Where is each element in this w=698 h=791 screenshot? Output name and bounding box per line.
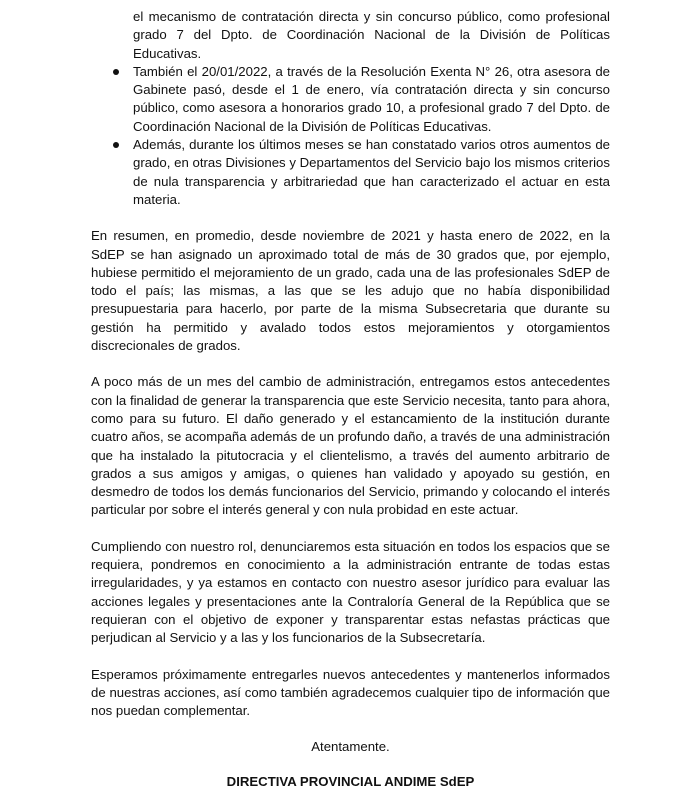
paragraph-summary: En resumen, en promedio, desde noviembre de 2021 y hasta enero de 2022, en la SdEP se han asignado un aproximado total de más de 30 grados que, por ejemplo, hubiese permitido el mejoramiento de un grado, cada una de las profesionales SdEP de todo el país; las mismas, a las que se les adujo que no había disponibilidad presupuestaria para hacerlo, por parte de la misma Subsecretaria que durante su gestión ha permitido y avalado todos estos mejoramientos y otorgamientos discrecionales de grados. xyxy=(91,228,610,354)
paragraph-administration-change: A poco más de un mes del cambio de administración, entregamos estos antecedentes con la finalidad de generar la transparencia que este Servicio necesita, tanto para ahora, como para su futuro. El daño generado y el estancamiento de la institución durante cuatro años, se acompaña además de un profundo daño, a través de una administración que ha instalado la pitutocracia y el clientelismo, a través del aumento arbitrario de grados a sus amigos y amigas, o quienes han validado y apoyado su gestión, en desmedro de todos los demás funcionarios del Servicio, primando y colocando el interés particular por sobre el interés general y con nula probidad en este actuar. xyxy=(91,374,610,518)
bullet-text: También el 20/01/2022, a través de la Resolución Exenta N° 26, otra asesora de Gabinete pasó, desde el 1 de enero, vía contratación directa y sin concurso público, como asesora a honorarios grado 10, a profesional grado 7 del Dpto. de Coordinación Nacional de la División de Políticas Educativas. xyxy=(133,63,610,134)
signature: DIRECTIVA PROVINCIAL ANDIME SdEP xyxy=(226,773,475,789)
paragraph-closing-remarks: Esperamos próximamente entregarles nuevos antecedentes y mantenerlos informados de nuestras acciones, así como también agradecemos cualquier tipo de información que nos puedan complementar. xyxy=(91,666,610,719)
closing-salutation: Atentamente. xyxy=(311,739,390,755)
bullet-list xyxy=(91,8,610,209)
bullet-item xyxy=(91,63,610,136)
bullet-text: Además, durante los últimos meses se han constatado varios otros aumentos de grado, en otras Divisiones y Departamentos del Servicio bajo los mismos criterios de nula transparencia y arbitrariedad que han caracterizado el actuar en esta materia. xyxy=(133,137,610,207)
bullet-item xyxy=(91,8,610,63)
bullet-item xyxy=(91,136,610,209)
paragraph-legal-actions: Cumpliendo con nuestro rol, denunciaremos esta situación en todos los espacios que se requiera, pondremos en conocimiento a la administración entrante de todas estas irregularidades, y ya estamos en contacto con nuestro asesor jurídico para evaluar las acciones legales y presentaciones ante la Contraloría General de la República que se requieran con el objetivo de exponer y transparentar estas nefastas prácticas que perjudican al Servicio y a las y los funcionarios de la Subsecretaría. xyxy=(91,538,610,646)
bullet-text: el mecanismo de contratación directa y sin concurso público, como profesional grado 7 del Dpto. de Coordinación Nacional de la División de Políticas Educativas. xyxy=(133,9,610,61)
bullet-icon xyxy=(113,142,119,148)
bullet-icon xyxy=(113,69,119,75)
